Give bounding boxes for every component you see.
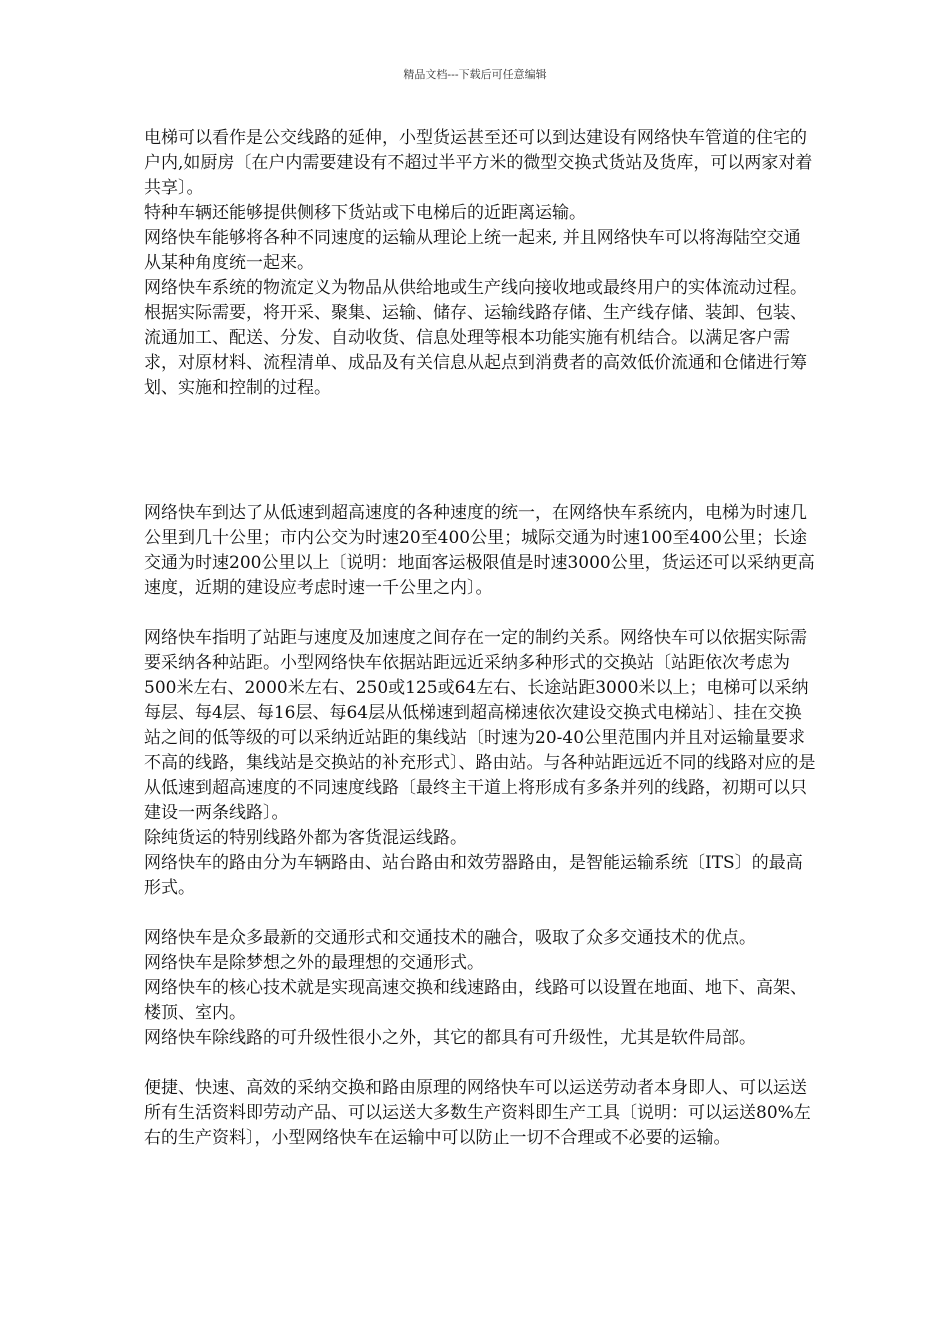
paragraph: 电梯可以看作是公交线路的延伸，小型货运甚至还可以到达建设有网络快车管道的住宅的户内,如厨房〔在户内需要建设有不超过半平方米的微型交换式货站及货库，可以两家对着共享〕。	[144, 128, 813, 198]
paragraph: 网络快车的核心技术就是实现高速交换和线速路由，线路可以设置在地面、地下、高架、楼顶、室内。	[144, 978, 807, 1023]
document-body	[144, 126, 816, 1151]
paragraph: 网络快车到达了从低速到超高速度的各种速度的统一，在网络快车系统内，电梯为时速几公里到几十公里；市内公交为时速20至400公里；城际交通为时速100至400公里；长途交通为时速200公里以上〔说明：地面客运极限值是时速3000公里，货运还可以采纳更高速度，近期的建设应考虑时速一千公里之内〕。	[144, 503, 815, 598]
spacer	[144, 451, 816, 501]
paragraph: 网络快车能够将各种不同速度的运输从理论上统一起来, 并且网络快车可以将海陆空交通从某种角度统一起来。	[144, 228, 801, 273]
paragraph: 网络快车的路由分为车辆路由、站台路由和效劳器路由，是智能运输系统〔ITS〕的最高形式。	[144, 853, 803, 898]
paragraph: 除纯货运的特别线路外都为客货混运线路。	[144, 828, 467, 848]
page-header: 精品文档---下载后可任意编辑	[403, 68, 547, 81]
paragraph: 网络快车除线路的可升级性很小之外，其它的都具有可升级性，尤其是软件局部。	[144, 1028, 756, 1048]
spacer	[144, 901, 816, 926]
paragraph: 网络快车是众多最新的交通形式和交通技术的融合，吸取了众多交通技术的优点。	[144, 928, 756, 948]
paragraph: 网络快车系统的物流定义为物品从供给地或生产线向接收地或最终用户的实体流动过程。根据实际需要，将开采、聚集、运输、储存、运输线路存储、生产线存储、装卸、包装、流通加工、配送、分发、自动收货、信息处理等根本功能实施有机结合。以满足客户需求，对原材料、流程清单、成品及有关信息从起点到消费者的高效低价流通和仓储进行筹划、实施和控制的过程。	[144, 278, 807, 398]
paragraph: 特种车辆还能够提供侧移下货站或下电梯后的近距离运输。	[144, 203, 586, 223]
paragraph: 便捷、快速、高效的采纳交换和路由原理的网络快车可以运送劳动者本身即人、可以运送所有生活资料即劳动产品、可以运送大多数生产资料即生产工具〔说明：可以运送80%左右的生产资料〕，小型网络快车在运输中可以防止一切不合理或不必要的运输。	[144, 1078, 811, 1148]
spacer	[144, 1051, 816, 1076]
spacer	[144, 401, 816, 451]
paragraph: 网络快车是除梦想之外的最理想的交通形式。	[144, 953, 484, 973]
paragraph: 网络快车指明了站距与速度及加速度之间存在一定的制约关系。网络快车可以依据实际需要采纳各种站距。小型网络快车依据站距远近采纳多种形式的交换站〔站距依次考虑为500米左右、2000米左右、250或125或64左右、长途站距3000米以上；电梯可以采纳每层、每4层、每16层、每64层从低梯速到超高梯速依次建设交换式电梯站〕、挂在交换站之间的低等级的可以采纳近站距的集线站〔时速为20-40公里范围内并且对运输量要求不高的线路，集线站是交换站的补充形式〕、路由站。与各种站距远近不同的线路对应的是从低速到超高速度的不同速度线路〔最终主干道上将形成有多条并列的线路，初期可以只建设一两条线路〕。	[144, 628, 816, 823]
spacer	[144, 601, 816, 626]
